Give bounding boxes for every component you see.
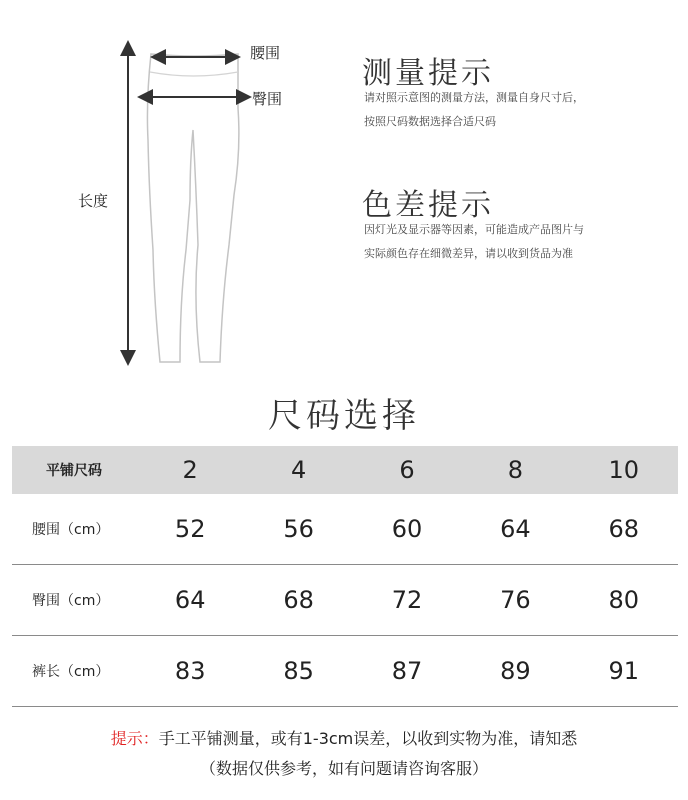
- size-section-title: 尺码选择: [268, 396, 420, 436]
- table-cell: 68: [570, 494, 678, 565]
- color-tip-line1: 因灯光及显示器等因素，可能造成产品图片与: [364, 223, 584, 236]
- size-header-label: 平铺尺码: [12, 446, 136, 494]
- table-cell: 76: [461, 565, 569, 636]
- table-cell: 56: [244, 494, 352, 565]
- size-header-cell: 8: [461, 446, 569, 494]
- leggings-outline: [147, 54, 238, 362]
- table-cell: 52: [136, 494, 244, 565]
- table-row-hip: [12, 565, 678, 636]
- row-label: 臀围（cm）: [12, 565, 136, 636]
- size-header-cell: 4: [244, 446, 352, 494]
- table-cell: 87: [353, 636, 461, 707]
- measure-tip-line1: 请对照示意图的测量方法，测量自身尺寸后，: [364, 91, 584, 104]
- color-tip-line2: 实际颜色存在细微差异，请以收到货品为准: [364, 247, 573, 260]
- size-header-row: [12, 446, 678, 494]
- footer-line1: 手工平铺测量，或有1-3cm误差，以收到实物为准，请知悉: [158, 729, 578, 748]
- color-tip-text: [364, 218, 664, 266]
- hip-label: 臀围: [252, 90, 283, 108]
- footer-note: [0, 726, 688, 749]
- row-label: 裤长（cm）: [12, 636, 136, 707]
- measure-tip-text: [364, 86, 664, 134]
- table-cell: 80: [570, 565, 678, 636]
- size-header-cell: 10: [570, 446, 678, 494]
- table-row-length: [12, 636, 678, 707]
- table-cell: 68: [244, 565, 352, 636]
- table-cell: 64: [136, 565, 244, 636]
- waist-label: 腰围: [250, 44, 281, 62]
- table-cell: 83: [136, 636, 244, 707]
- footer-line2: （数据仅供参考，如有问题请咨询客服）: [199, 759, 488, 778]
- size-header-cell: 2: [136, 446, 244, 494]
- table-cell: 72: [353, 565, 461, 636]
- table-cell: 91: [570, 636, 678, 707]
- row-label: 腰围（cm）: [12, 494, 136, 565]
- footer-prefix: 提示：: [110, 729, 159, 748]
- size-table: [12, 446, 678, 707]
- table-cell: 85: [244, 636, 352, 707]
- table-cell: 60: [353, 494, 461, 565]
- measure-tip-line2: 按照尺码数据选择合适尺码: [364, 115, 496, 128]
- measure-tip-title: 测量提示: [362, 56, 494, 91]
- table-cell: 89: [461, 636, 569, 707]
- length-label: 长度: [78, 192, 109, 210]
- table-row-waist: [12, 494, 678, 565]
- size-header-cell: 6: [353, 446, 461, 494]
- color-tip-title: 色差提示: [362, 188, 494, 223]
- table-cell: 64: [461, 494, 569, 565]
